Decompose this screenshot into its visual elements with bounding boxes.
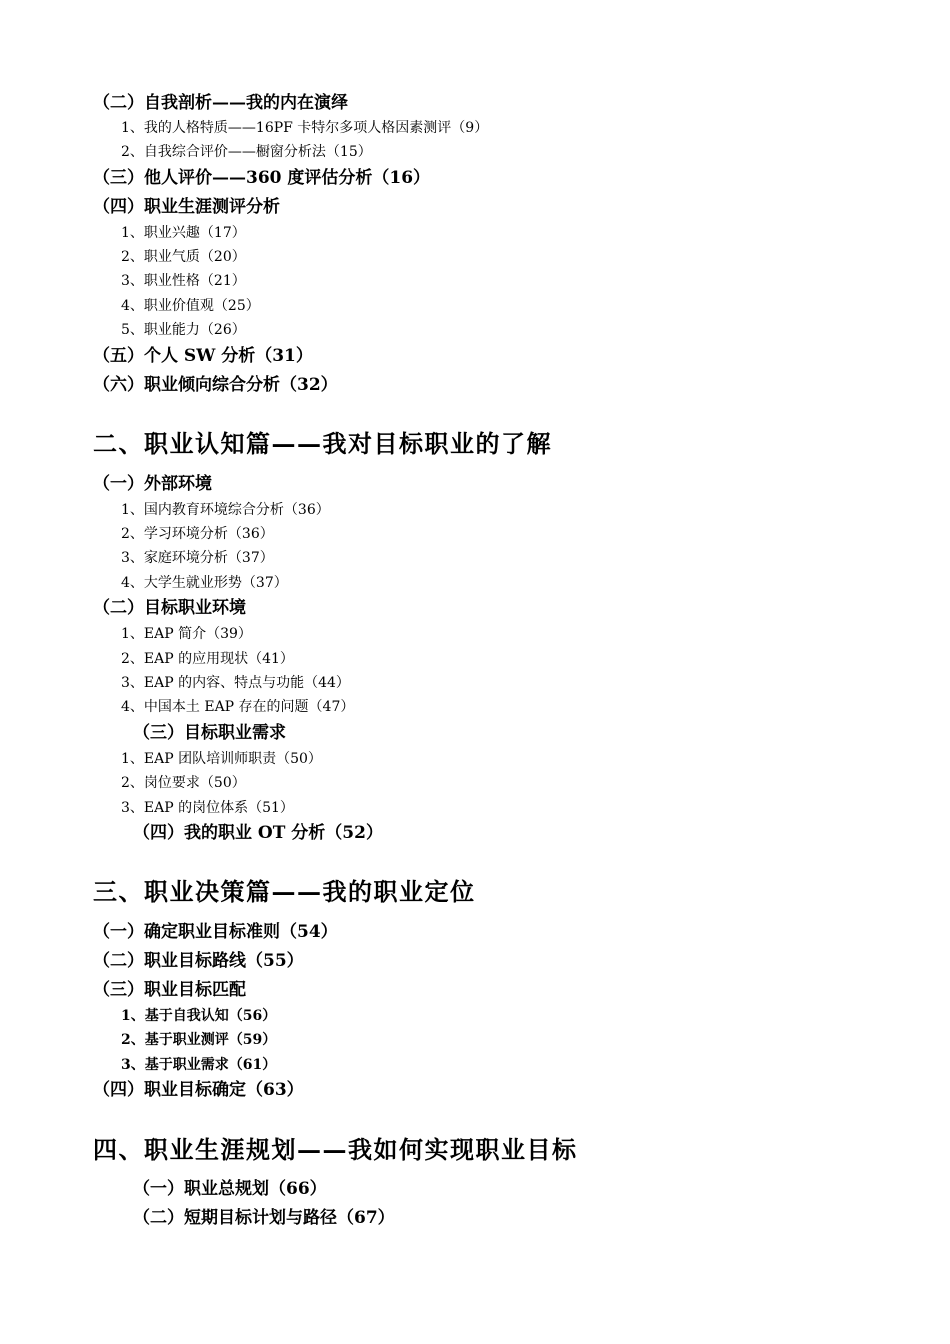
toc-part-title: 三、职业决策篇——我的职业定位 — [93, 877, 476, 906]
toc-item: 3、基于职业需求（61） — [121, 1057, 277, 1073]
toc-item: 3、EAP 的岗位体系（51） — [121, 800, 294, 816]
toc-item: 1、职业兴趣（17） — [121, 225, 246, 241]
toc-part-title: 二、职业认知篇——我对目标职业的了解 — [93, 429, 552, 458]
toc-section-heading: （二）短期目标计划与路径（67） — [133, 1208, 395, 1228]
toc-item: 2、基于职业测评（59） — [121, 1032, 277, 1048]
toc-section-heading: （三）职业目标匹配 — [93, 980, 246, 1000]
toc-item: 1、EAP 团队培训师职责（50） — [121, 751, 322, 767]
toc-item: 2、自我综合评价——橱窗分析法（15） — [121, 144, 372, 160]
toc-section-heading: （一）职业总规划（66） — [133, 1179, 327, 1199]
toc-item: 4、中国本土 EAP 存在的问题（47） — [121, 699, 355, 715]
toc-item: 3、EAP 的内容、特点与功能（44） — [121, 675, 350, 691]
toc-item: 1、我的人格特质——16PF 卡特尔多项人格因素测评（9） — [121, 120, 489, 136]
toc-section-heading: （四）我的职业 OT 分析（52） — [133, 823, 383, 843]
toc-section-heading: （一）确定职业目标准则（54） — [93, 922, 338, 942]
toc-item: 1、国内教育环境综合分析（36） — [121, 502, 330, 518]
toc-part-title: 四、职业生涯规划——我如何实现职业目标 — [93, 1135, 578, 1164]
toc-item: 4、大学生就业形势（37） — [121, 575, 288, 591]
toc-section-heading: （四）职业生涯测评分析 — [93, 197, 280, 217]
toc-section-heading: （三）目标职业需求 — [133, 723, 286, 743]
toc-item: 3、家庭环境分析（37） — [121, 550, 274, 566]
toc-section-heading: （二）职业目标路线（55） — [93, 951, 304, 971]
toc-section-heading: （六）职业倾向综合分析（32） — [93, 375, 338, 395]
toc-section-heading: （二）自我剖析——我的内在演绎 — [93, 93, 348, 113]
toc-item: 5、职业能力（26） — [121, 322, 246, 338]
toc-section-heading: （五）个人 SW 分析（31） — [93, 346, 313, 366]
toc-item: 2、EAP 的应用现状（41） — [121, 651, 294, 667]
toc-item: 4、职业价值观（25） — [121, 298, 260, 314]
toc-item: 2、学习环境分析（36） — [121, 526, 274, 542]
toc-item: 2、职业气质（20） — [121, 249, 246, 265]
toc-section-heading: （四）职业目标确定（63） — [93, 1080, 304, 1100]
toc-item: 3、职业性格（21） — [121, 273, 246, 289]
toc-section-heading: （二）目标职业环境 — [93, 598, 246, 618]
toc-item: 2、岗位要求（50） — [121, 775, 246, 791]
toc-section-heading: （三）他人评价——360 度评估分析（16） — [93, 168, 431, 188]
toc-section-heading: （一）外部环境 — [93, 474, 212, 494]
toc-item: 1、基于自我认知（56） — [121, 1008, 277, 1024]
toc-item: 1、EAP 简介（39） — [121, 626, 252, 642]
